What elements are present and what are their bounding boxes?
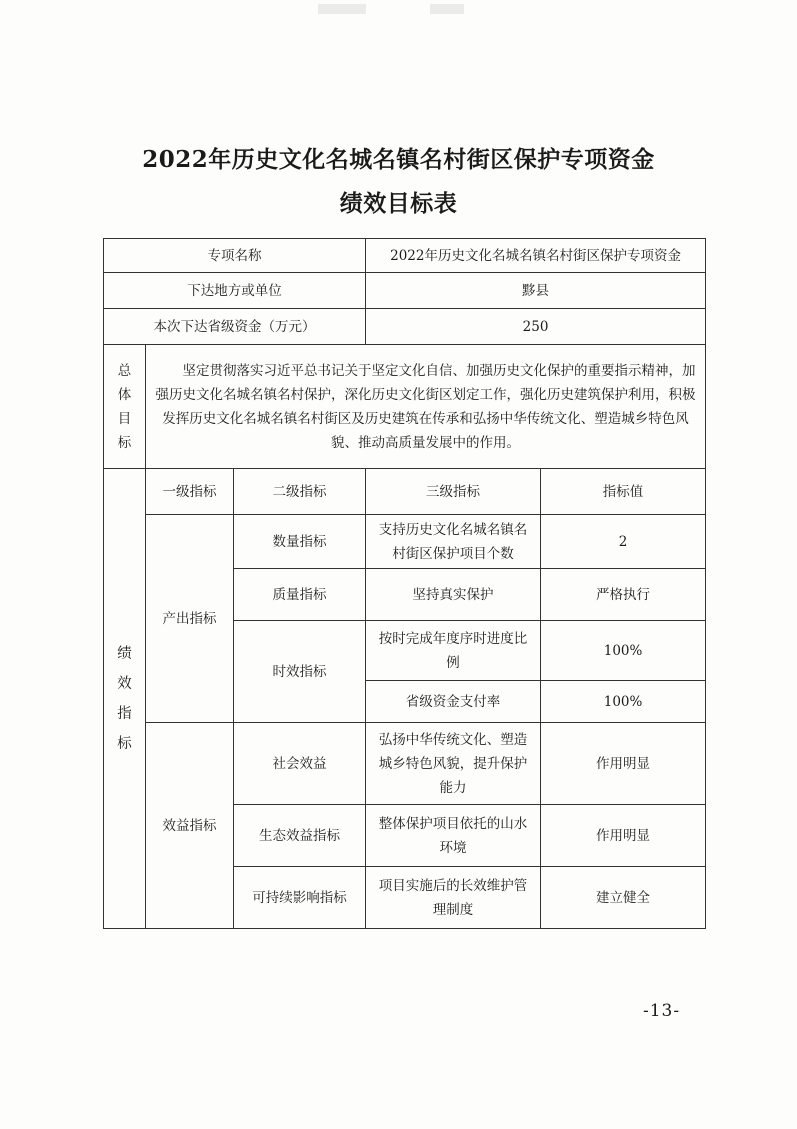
header-level2: 二级指标 <box>234 469 366 515</box>
recipient-value: 黟县 <box>366 273 706 309</box>
funding-value: 250 <box>366 309 706 345</box>
quality-value: 严格执行 <box>541 569 706 621</box>
document-subtitle: 绩效目标表 <box>339 190 458 217</box>
document-title: 2022年历史文化名城名镇名村街区保护专项资金 <box>142 146 655 173</box>
quality-indicator: 质量指标 <box>234 569 366 621</box>
social-benefit-value: 作用明显 <box>541 723 706 805</box>
recipient-label: 下达地方或单位 <box>104 273 366 309</box>
project-name-value: 2022年历史文化名城名镇名村街区保护专项资金 <box>366 239 706 273</box>
table-row <box>104 515 706 569</box>
scan-artifact <box>318 4 366 14</box>
social-benefit: 社会效益 <box>234 723 366 805</box>
overall-goal-text: 坚定贯彻落实习近平总书记关于坚定文化自信、加强历史文化保护的重要指示精神，加强历史文化名城名镇名村保护，深化历史文化街区划定工作，强化历史建筑保护利用，积极发挥历史文化名城名镇名村街区及历史建筑在传承和弘扬中华传统文化、塑造城乡特色风貌、推动高质量发展中的作用。 <box>146 345 706 469</box>
ecological-benefit-level3: 整体保护项目依托的山水环境 <box>366 805 541 867</box>
ecological-benefit-value: 作用明显 <box>541 805 706 867</box>
table-row <box>104 723 706 805</box>
scan-artifact <box>430 4 464 14</box>
payment-rate-level3: 省级资金支付率 <box>366 681 541 723</box>
performance-target-table <box>103 238 706 929</box>
quantity-indicator: 数量指标 <box>234 515 366 569</box>
quantity-level3: 支持历史文化名城名镇名村街区保护项目个数 <box>366 515 541 569</box>
quantity-value: 2 <box>541 515 706 569</box>
indicator-header-row <box>104 469 706 515</box>
funding-row <box>104 309 706 345</box>
overall-goal-label: 总 体 目 标 <box>104 345 146 469</box>
quality-level3: 坚持真实保护 <box>366 569 541 621</box>
funding-label: 本次下达省级资金（万元） <box>104 309 366 345</box>
page-number: -13- <box>643 1001 681 1021</box>
project-name-label: 专项名称 <box>104 239 366 273</box>
header-value: 指标值 <box>541 469 706 515</box>
sustainable-impact-value: 建立健全 <box>541 867 706 929</box>
output-indicator: 产出指标 <box>146 515 234 723</box>
payment-rate-value: 100% <box>541 681 706 723</box>
overall-goal-row <box>104 345 706 469</box>
header-level3: 三级指标 <box>366 469 541 515</box>
sustainable-impact-level3: 项目实施后的长效维护管理制度 <box>366 867 541 929</box>
header-level1: 一级指标 <box>146 469 234 515</box>
social-benefit-level3: 弘扬中华传统文化、塑造城乡特色风貌，提升保护能力 <box>366 723 541 805</box>
timeliness-indicator: 时效指标 <box>234 621 366 723</box>
ecological-benefit: 生态效益指标 <box>234 805 366 867</box>
timeliness-level3: 按时完成年度序时进度比例 <box>366 621 541 681</box>
benefit-indicator: 效益指标 <box>146 723 234 929</box>
project-name-row <box>104 239 706 273</box>
performance-indicator-label: 绩 效 指 标 <box>104 469 146 929</box>
recipient-row <box>104 273 706 309</box>
sustainable-impact: 可持续影响指标 <box>234 867 366 929</box>
timeliness-value: 100% <box>541 621 706 681</box>
